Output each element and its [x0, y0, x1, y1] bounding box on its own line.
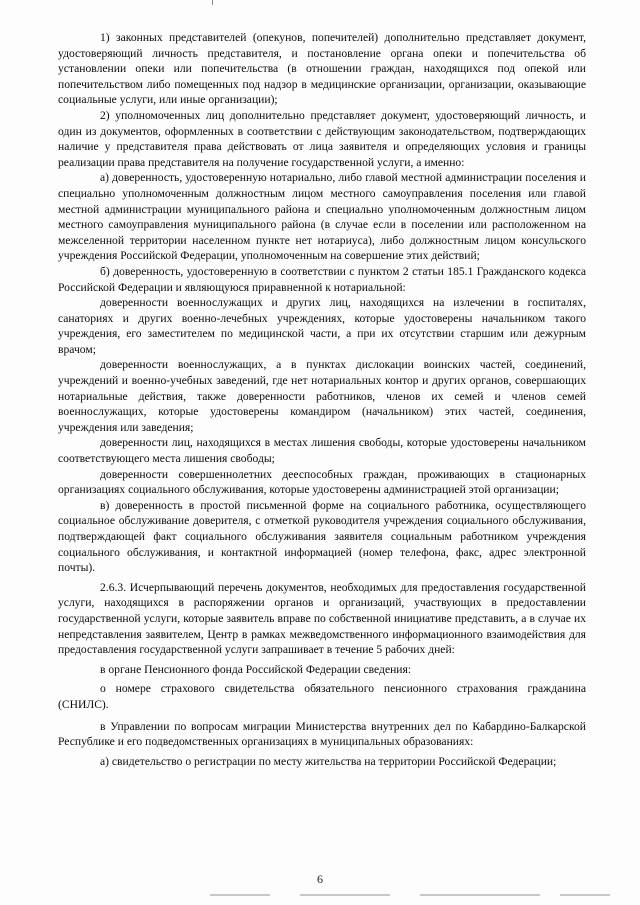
- paragraph-social-institution-attorney: доверенности совершеннолетних дееспособных граждан, проживающих в стационарных организациях социального обслуживания, которые удостоверены администрацией этой организации;: [58, 467, 586, 497]
- document-body: [58, 30, 586, 769]
- paragraph-snils: о номере страхового свидетельства обязательного пенсионного страхования гражданина (СНИЛС).: [58, 682, 586, 711]
- paragraph-prison-attorney: доверенности лиц, находящихся в местах лишения свободы, которые удостоверены начальником соответствующего места лишения свободы;: [58, 436, 586, 466]
- scan-artifact: [300, 894, 390, 896]
- paragraph-legal-representatives: 1) законных представителей (опекунов, попечителей) дополнительно представляет документ, удостоверяющий личность представителя, и постановление органа опеки и попечительства об установлении опеки или попечительства (в отношении граждан, находящихся под опекой или попечительством либо помещенных под надзор в медицинские организации, организации, оказывающие социальные услуги, или иные организации);: [58, 31, 586, 107]
- paragraph-civil-code-power-of-attorney: б) доверенность, удостоверенную в соответствии с пунктом 2 статьи 185.1 Гражданского кодекса Российской Федерации и являющуюся приравненной к нотариальной:: [58, 264, 586, 294]
- paragraph-registration-certificate: а) свидетельство о регистрации по месту жительства на территории Российской Федерации;: [100, 754, 557, 768]
- paragraph-military-units-attorney: доверенности военнослужащих, а в пунктах дислокации воинских частей, соединений, учреждений и военно-учебных заведений, где нет нотариальных контор и других органов, совершающих нотариальные действия, также доверенности работников, членов их семей и членов семей военнослужащих, которые удостоверены командиром (начальником) этих частей, соединения, учреждения или заведения;: [58, 358, 586, 434]
- paragraph-2-6-3: 2.6.3. Исчерпывающий перечень документов, необходимых для предоставления государственной услуги, находящихся в распоряжении органов и организаций, участвующих в предоставлении государственной услуги, которые заявитель вправе по собственной инициативе представить, а в случае их непредставления заявителем, Центр в рамках межведомственного информационного взаимодействия для предоставления государственной услуги запрашивает в течение 5 рабочих дней:: [58, 580, 586, 657]
- paragraph-social-worker-attorney: в) доверенность в простой письменной форме на социального работника, осуществляющего социальное обслуживание доверителя, с отметкой руководителя учреждения социального обслуживания, подтверждающей факт социального обслуживания заявителя социальным работником учреждения социального обслуживания, и контактной информацией (номер телефона, факс, адрес электронной почты).: [58, 498, 586, 575]
- paragraph-migration-department: в Управлении по вопросам миграции Министерства внутренних дел по Кабардино-Балкарской Республике и его подведомственных организациях в муниципальных образованиях:: [58, 719, 586, 749]
- scan-artifact: [212, 0, 213, 5]
- paragraph-authorized-persons: 2) уполномоченных лиц дополнительно представляет документ, удостоверяющий личность, и один из документов, оформленных в соответствии с действующим законодательством, подтверждающих наличие у представителя права действовать от лица заявителя и определяющих условия и границы реализации права представителя на получение государственной услуги, а именно:: [58, 108, 586, 169]
- paragraph-military-hospital-attorney: доверенности военнослужащих и других лиц, находящихся на излечении в госпиталях, санаториях и других военно-лечебных учреждениях, которые удостоверены начальником такого учреждения, его заместителем по медицинской части, а при их отсутствии старшим или дежурным врачом;: [58, 296, 586, 356]
- scan-artifact: [560, 894, 610, 896]
- scan-artifact: [420, 894, 540, 896]
- paragraph-notarized-power-of-attorney: а) доверенность, удостоверенную нотариально, либо главой местной администрации поселения и специально уполномоченным должностным лицом местного самоуправления поселения или главой местной администрации муниципального района и специально уполномоченным должностным лицом местного самоуправления муниципального района (в случае если в поселении или расположенном на межселенной территории населенном пункте нет нотариуса), либо должностным лицом консульского учреждения Российской Федерации, уполномоченным на совершение этих действий;: [58, 171, 586, 263]
- page-number: 6: [317, 872, 323, 886]
- scan-artifact: [210, 894, 270, 896]
- paragraph-pension-fund: в органе Пенсионного фонда Российской Федерации сведения:: [100, 662, 412, 676]
